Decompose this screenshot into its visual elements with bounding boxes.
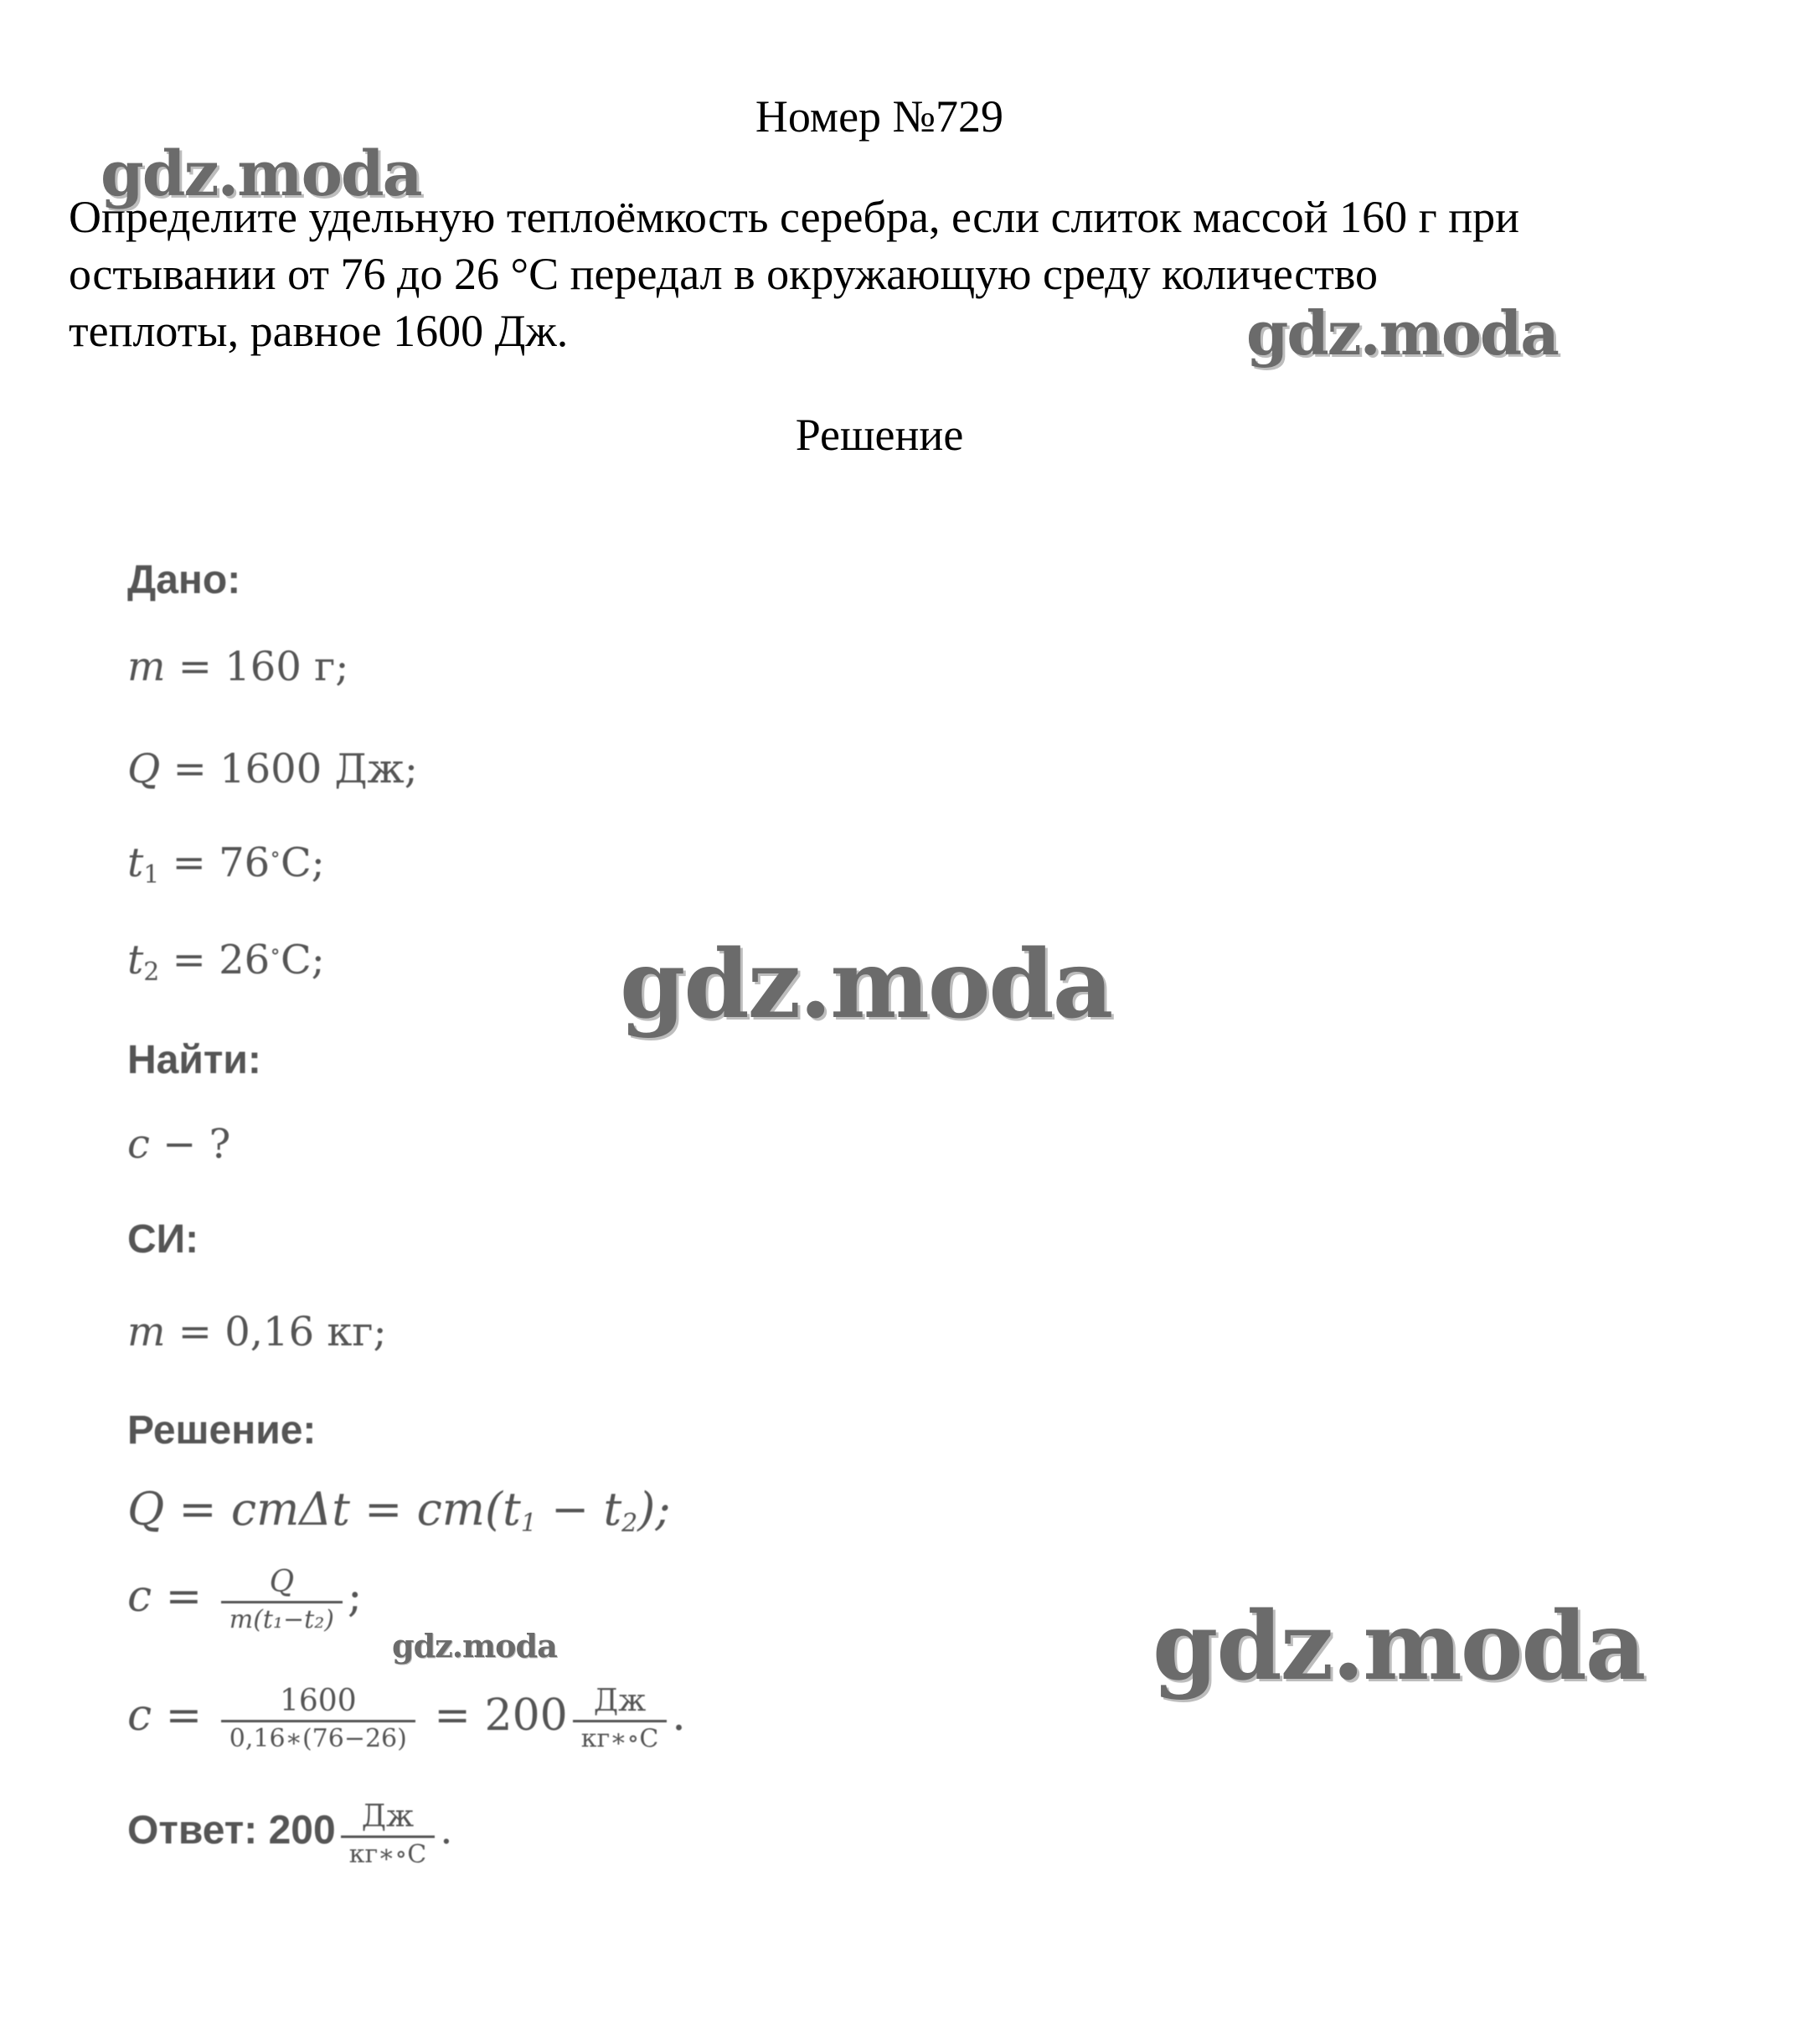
- eq2-lhs: c =: [127, 1572, 216, 1622]
- find-label: Найти:: [127, 1038, 261, 1082]
- watermark: gdz.moda: [101, 138, 421, 210]
- t1-unit: C;: [280, 839, 325, 886]
- degree-sign: ∘: [270, 842, 281, 867]
- c-unknown: − ?: [149, 1121, 231, 1168]
- given-label: Дано:: [127, 558, 241, 602]
- eq2-denominator: m(t₁−t₂): [229, 1605, 334, 1634]
- eq3-fraction: [221, 1684, 415, 1753]
- si-mass-value: = 0,16 кг;: [165, 1309, 387, 1355]
- problem-line-3: теплоты, равное 1600 Дж.: [69, 306, 569, 356]
- heat-symbol: Q: [127, 746, 161, 792]
- watermark: gdz.moda: [620, 930, 1112, 1040]
- eq2-numerator: Q: [221, 1565, 343, 1603]
- eq3-denominator: 0,16∗(76−26): [229, 1724, 407, 1753]
- t2-value: = 26: [159, 937, 271, 984]
- t2-subscript: 2: [143, 958, 160, 987]
- find-c: [127, 1121, 230, 1168]
- given-t2: [127, 937, 325, 987]
- answer-unit: [341, 1799, 436, 1869]
- eq2-end: ;: [347, 1572, 363, 1622]
- problem-line-2: остывании от 76 до 26 °С передал в окружающую среду количество: [69, 249, 1378, 299]
- t1-subscript: 1: [143, 860, 160, 890]
- solution-heading: Решение: [795, 410, 964, 460]
- problem-line-1: Определите удельную теплоёмкость серебра, если слиток массой 160 г при: [69, 192, 1520, 242]
- eq1-sub-1: 1: [520, 1509, 537, 1538]
- si-mass: [127, 1309, 387, 1355]
- answer-end: .: [440, 1806, 453, 1854]
- equation-1: [127, 1483, 671, 1538]
- c-symbol: c: [127, 1121, 150, 1168]
- page-title: Номер №729: [755, 91, 1004, 142]
- eq3-unit: [573, 1684, 668, 1753]
- eq2-fraction: [221, 1565, 343, 1634]
- given-t1: [127, 839, 325, 890]
- given-mass: [127, 643, 348, 690]
- t2-symbol: t: [127, 937, 144, 984]
- eq1-end: );: [637, 1483, 671, 1536]
- mass-symbol: m: [127, 643, 166, 690]
- t1-symbol: t: [127, 839, 144, 886]
- heat-value: = 1600 Дж;: [160, 746, 418, 792]
- watermark: gdz.moda: [392, 1627, 557, 1665]
- answer-label: Ответ: 200: [127, 1808, 336, 1853]
- eq3-unit-numerator: Дж: [573, 1684, 668, 1722]
- eq1-part: Q = cmΔt = cm(t: [127, 1483, 521, 1536]
- eq3-numerator: 1600: [221, 1684, 415, 1722]
- t1-value: = 76: [159, 839, 271, 886]
- answer-unit-denominator: кг∗∘С: [348, 1840, 427, 1869]
- watermark: gdz.moda: [1246, 297, 1558, 369]
- solution-label: Решение:: [127, 1408, 317, 1453]
- answer-unit-numerator: Дж: [341, 1799, 436, 1838]
- eq1-sub-2: 2: [621, 1509, 638, 1538]
- answer-line: [127, 1799, 453, 1869]
- watermark: gdz.moda: [1152, 1592, 1645, 1701]
- mass-value: = 160 г;: [165, 643, 349, 690]
- eq3-result: = 200: [420, 1691, 568, 1741]
- equation-2: [127, 1565, 362, 1634]
- eq1-mid: − t: [536, 1483, 622, 1536]
- given-heat: [127, 746, 418, 792]
- degree-sign: ∘: [270, 939, 281, 964]
- equation-3: [127, 1684, 686, 1753]
- eq3-end: .: [672, 1691, 686, 1741]
- eq3-lhs: c =: [127, 1691, 216, 1741]
- eq3-unit-denominator: кг∗∘С: [580, 1724, 659, 1753]
- t2-unit: C;: [280, 937, 325, 984]
- si-label: СИ:: [127, 1217, 199, 1262]
- si-mass-symbol: m: [127, 1309, 166, 1355]
